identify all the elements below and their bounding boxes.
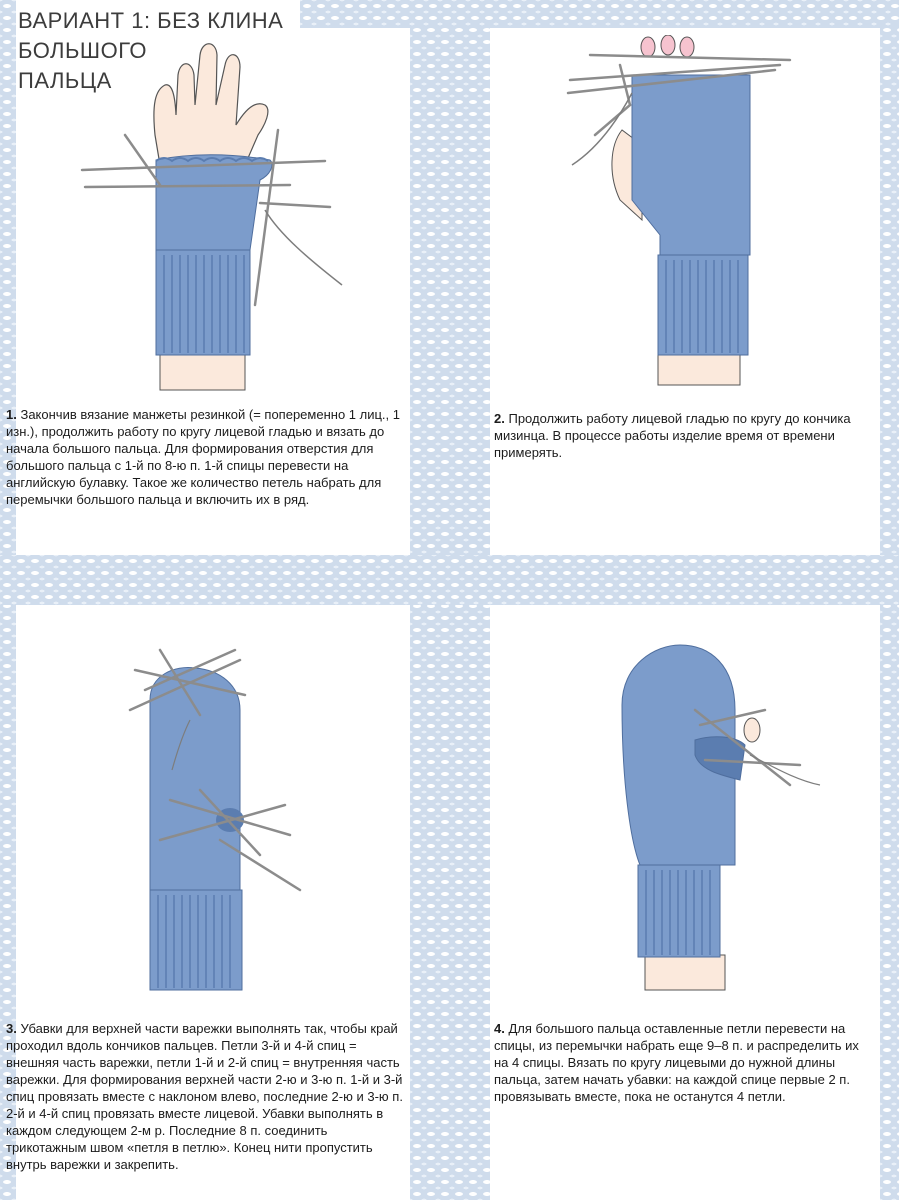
illustration-step-1: [60, 35, 360, 395]
step-1-number: 1.: [6, 407, 17, 422]
knit-background-horizontal-top: [300, 0, 899, 28]
step-4-text: Для большого пальца оставленные петли перевести на спицы, из перемычки набрать еще 9–8 п. и распределить их на 4 спицы. Вязать по кругу лицевыми до нужной длины пальца, затем начать убавки: на каждой спице первые 2 п. провязывать вместе, пока не останутся 4 петли.: [494, 1021, 859, 1104]
step-1-text: Закончив вязание манжеты резинкой (= попеременно 1 лиц., 1 изн.), продолжить работу по кругу лицевой гладью и вязать до начала большого пальца. Для формирования отверстия для большого пальца с 1-й по 8-ю п. 1-й спицы перевести на английскую булавку. Такое же количество петель набрать для перемычки большого пальца и включить их в ряд.: [6, 407, 400, 507]
illustration-step-3: [120, 640, 320, 1000]
illustration-step-2: [560, 35, 800, 395]
caption-step-2: [494, 410, 864, 461]
title-line-1: ВАРИАНТ 1: БЕЗ КЛИНА: [18, 8, 284, 33]
step-2-number: 2.: [494, 411, 505, 426]
step-4-number: 4.: [494, 1021, 505, 1036]
caption-step-1: [6, 406, 406, 508]
title-line-3: ПАЛЬЦА: [18, 68, 112, 93]
step-3-text: Убавки для верхней части варежки выполнять так, чтобы край проходил вдоль кончиков пальцев. Петли 3-й и 4-й спиц = внешняя часть варежки, петли 1-й и 2-й спиц = внутренняя часть варежки. Для формирования верхней части 2-ю и 3-ю п. 1-й и 3-й спиц провязать вместе с наклоном влево, последние 2-ю и 3-ю п. 2-й и 4-й спиц провязать вместе лицевой. Убавки выполнять в каждом следующем 2-м р. Последние 8 п. соединить трикотажным швом «петля в петлю». Конец нити пропустить внутрь варежки и закрепить.: [6, 1021, 403, 1172]
illustration-step-4: [600, 640, 840, 995]
step-2-text: Продолжить работу лицевой гладью по кругу до кончика мизинца. В процессе работы изделие время от времени примерять.: [494, 411, 851, 460]
title-line-2: БОЛЬШОГО: [18, 38, 147, 63]
knit-background-horizontal-middle: [0, 555, 899, 605]
caption-step-4: [494, 1020, 874, 1105]
step-3-number: 3.: [6, 1021, 17, 1036]
caption-step-3: [6, 1020, 408, 1173]
